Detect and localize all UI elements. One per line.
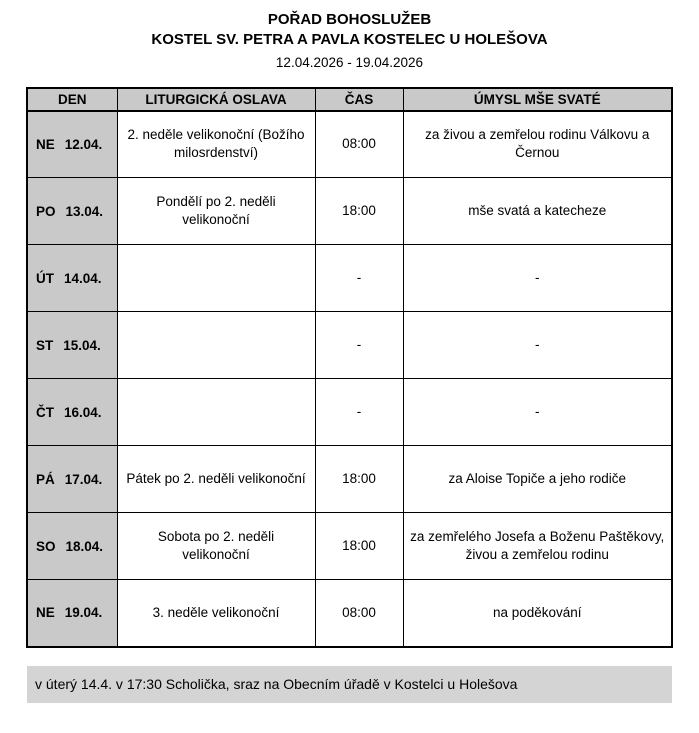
column-header-cas: ČAS (315, 88, 403, 111)
day-abbreviation: ČT (36, 404, 54, 420)
celebration-cell: 3. neděle velikonoční (117, 580, 315, 647)
day-date: 17.04. (64, 471, 103, 487)
day-cell (27, 111, 117, 178)
schedule-table (26, 87, 673, 648)
time-cell: - (315, 379, 403, 446)
date-range: 12.04.2026 - 19.04.2026 (275, 54, 424, 70)
intention-cell: za živou a zemřelou rodinu Válkovu a Černou (403, 111, 672, 178)
intention-cell: - (403, 312, 672, 379)
day-abbreviation: NE (36, 136, 55, 152)
day-date: 14.04. (64, 270, 102, 286)
day-date: 18.04. (65, 538, 104, 554)
celebration-cell: 2. neděle velikonoční (Božího milosrdenství) (117, 111, 315, 178)
day-abbreviation: NE (36, 605, 55, 621)
celebration-cell (117, 245, 315, 312)
time-cell: 18:00 (315, 513, 403, 580)
celebration-cell (117, 379, 315, 446)
day-date: 12.04. (64, 136, 103, 152)
table-row (27, 111, 672, 178)
day-cell (27, 513, 117, 580)
day-cell (27, 312, 117, 379)
day-date: 15.04. (63, 337, 101, 353)
celebration-cell: Pátek po 2. neděli velikonoční (117, 446, 315, 513)
celebration-cell: Pondělí po 2. neděli velikonoční (117, 178, 315, 245)
schedule-body (27, 111, 672, 647)
table-row (27, 178, 672, 245)
document-title: POŘAD BOHOSLUŽEB (267, 11, 432, 28)
day-date: 13.04. (65, 203, 104, 219)
table-row (27, 513, 672, 580)
document-header (0, 0, 699, 72)
footer-note: v úterý 14.4. v 17:30 Scholička, sraz na Obecním úřadě v Kostelci u Holešova (27, 666, 672, 703)
day-cell (27, 580, 117, 647)
table-row (27, 379, 672, 446)
time-cell: 18:00 (315, 178, 403, 245)
time-cell: - (315, 245, 403, 312)
celebration-cell: Sobota po 2. neděli velikonoční (117, 513, 315, 580)
day-cell (27, 446, 117, 513)
table-row (27, 580, 672, 647)
intention-cell: - (403, 379, 672, 446)
day-cell (27, 245, 117, 312)
day-date: 16.04. (64, 404, 102, 420)
day-date: 19.04. (64, 605, 103, 621)
day-abbreviation: SO (36, 538, 56, 554)
column-header-umysl: ÚMYSL MŠE SVATÉ (403, 88, 672, 111)
column-header-den: DEN (27, 88, 117, 111)
table-row (27, 245, 672, 312)
table-row (27, 312, 672, 379)
table-header-row (27, 88, 672, 111)
celebration-cell (117, 312, 315, 379)
day-abbreviation: ST (36, 337, 54, 353)
intention-cell: za Aloise Topiče a jeho rodiče (403, 446, 672, 513)
time-cell: 08:00 (315, 580, 403, 647)
intention-cell: na poděkování (403, 580, 672, 647)
intention-cell: za zemřelého Josefa a Boženu Paštěkovy, živou a zemřelou rodinu (403, 513, 672, 580)
time-cell: 18:00 (315, 446, 403, 513)
intention-cell: mše svatá a katecheze (403, 178, 672, 245)
day-abbreviation: ÚT (36, 270, 54, 286)
column-header-liturgicka-oslava: LITURGICKÁ OSLAVA (117, 88, 315, 111)
day-abbreviation: PO (36, 203, 56, 219)
table-row (27, 446, 672, 513)
day-cell (27, 178, 117, 245)
day-abbreviation: PÁ (36, 471, 55, 487)
intention-cell: - (403, 245, 672, 312)
church-name: KOSTEL SV. PETRA A PAVLA KOSTELEC U HOLEŠOVA (151, 31, 548, 49)
day-cell (27, 379, 117, 446)
time-cell: 08:00 (315, 111, 403, 178)
time-cell: - (315, 312, 403, 379)
